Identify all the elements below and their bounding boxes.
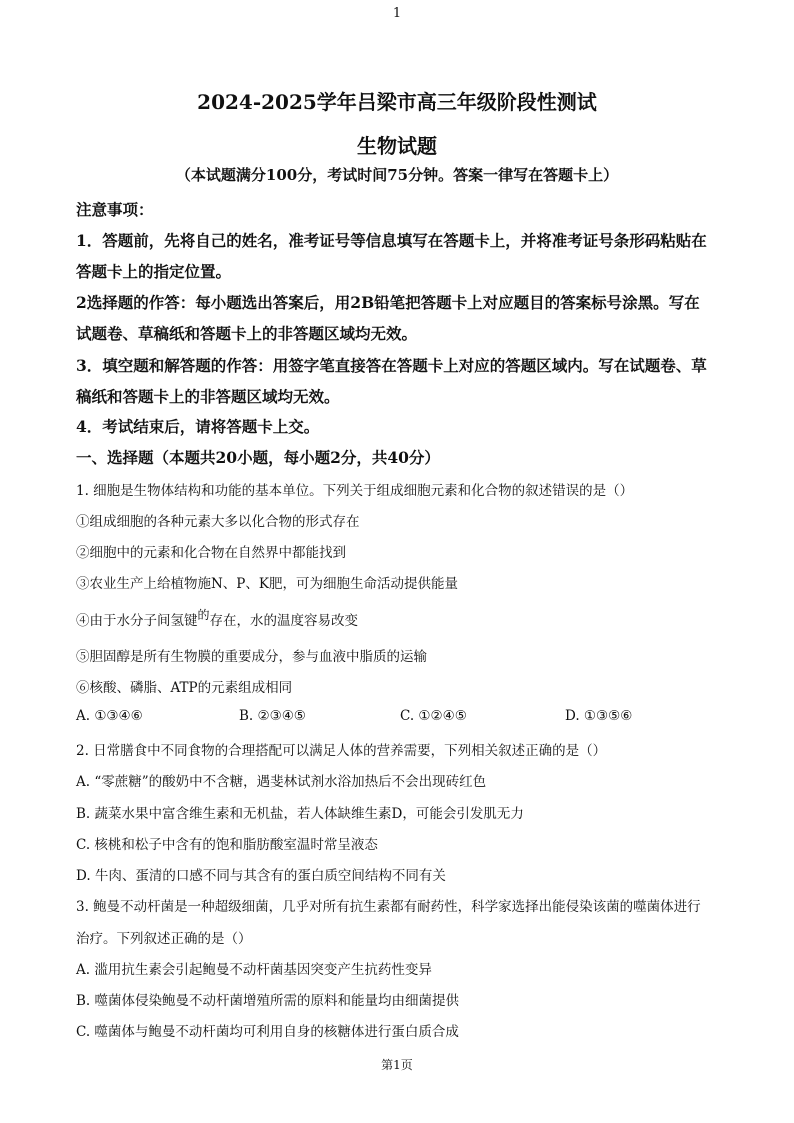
q1-option-b: B. ②③④⑤: [239, 708, 306, 724]
q1-statement: [76, 609, 358, 629]
q3-option: A. 滥用抗生素会引起鲍曼不动杆菌基因突变产生抗药性变异: [76, 962, 432, 978]
q1-statement: ⑤胆固醇是所有生物膜的重要成分，参与血液中脂质的运输: [76, 649, 427, 665]
q2-option: D. 牛肉、蛋清的口感不同与其含有的蛋白质空间结构不同有关: [76, 868, 446, 884]
page-footer: 第1页: [381, 1058, 413, 1072]
q1-statement: ②细胞中的元素和化合物在自然界中都能找到: [76, 545, 346, 561]
note-line: 4．考试结束后，请将答题卡上交。: [76, 417, 320, 436]
q3-option: B. 噬菌体侵染鲍曼不动杆菌增殖所需的原料和能量均由细菌提供: [76, 993, 460, 1009]
notes-heading: 注意事项：: [76, 200, 154, 219]
note-line: 2选择题的作答：每小题选出答案后，用2B铅笔把答题卡上对应题目的答案标号涂黑。写在: [76, 293, 700, 312]
q1-option-a: A. ①③④⑥: [76, 708, 143, 724]
note-line: 答题卡上的指定位置。: [76, 262, 232, 281]
score-info: （本试题满分100分，考试时间75分钟。答案一律写在答题卡上）: [175, 166, 619, 184]
q1-statement: ①组成细胞的各种元素大多以化合物的形式存在: [76, 514, 360, 530]
exam-title: 2024-2025学年吕梁市高三年级阶段性测试: [197, 90, 597, 114]
note-line: 3．填空题和解答题的作答：用签字笔直接答在答题卡上对应的答题区域内。写在试题卷、草: [76, 356, 707, 375]
q1-option-d: D. ①③⑤⑥: [565, 708, 633, 724]
q1-stem: 1. 细胞是生物体结构和功能的基本单位。下列关于组成细胞元素和化合物的叙述错误的是（）: [76, 483, 634, 499]
q1-statement: ⑥核酸、磷脂、ATP的元素组成相同: [76, 680, 293, 696]
q3-option: C. 噬菌体与鲍曼不动杆菌均可利用自身的核糖体进行蛋白质合成: [76, 1024, 459, 1040]
q2-option: A. “零蔗糖”的酸奶中不含糖，遇斐林试剂水浴加热后不会出现砖红色: [76, 774, 487, 790]
q2-stem: 2. 日常膳食中不同食物的合理搭配可以满足人体的营养需要，下列相关叙述正确的是（）: [76, 743, 607, 759]
q3-stem-line2: 治疗。下列叙述正确的是（）: [76, 931, 252, 947]
q1-statement: ③农业生产上给植物施N、P、K肥，可为细胞生命活动提供能量: [76, 576, 458, 592]
q3-stem-line1: 3. 鲍曼不动杆菌是一种超级细菌，几乎对所有抗生素都有耐药性，科学家选择出能侵染该菌的噬菌体进行: [76, 899, 701, 915]
top-page-number: 1: [392, 6, 402, 21]
q1-s4-before: ④由于水分子间氢键: [76, 613, 198, 629]
q1-option-c: C. ①②④⑤: [400, 708, 467, 724]
q1-s4-sup: 的: [197, 608, 210, 622]
q2-option: C. 核桃和松子中含有的饱和脂肪酸室温时常呈液态: [76, 837, 378, 853]
note-line: 1．答题前，先将自己的姓名，准考证号等信息填写在答题卡上，并将准考证号条形码粘贴在: [76, 231, 707, 250]
section-heading: 一、选择题（本题共20小题，每小题2分，共40分）: [76, 448, 440, 467]
note-line: 稿纸和答题卡上的非答题区域均无效。: [76, 387, 340, 406]
note-line: 试题卷、草稿纸和答题卡上的非答题区域均无效。: [76, 324, 418, 343]
q2-option: B. 蔬菜水果中富含维生素和无机盐，若人体缺维生素D，可能会引发肌无力: [76, 806, 524, 822]
exam-subject: 生物试题: [357, 134, 437, 158]
q1-s4-after: 存在，水的温度容易改变: [209, 613, 359, 629]
